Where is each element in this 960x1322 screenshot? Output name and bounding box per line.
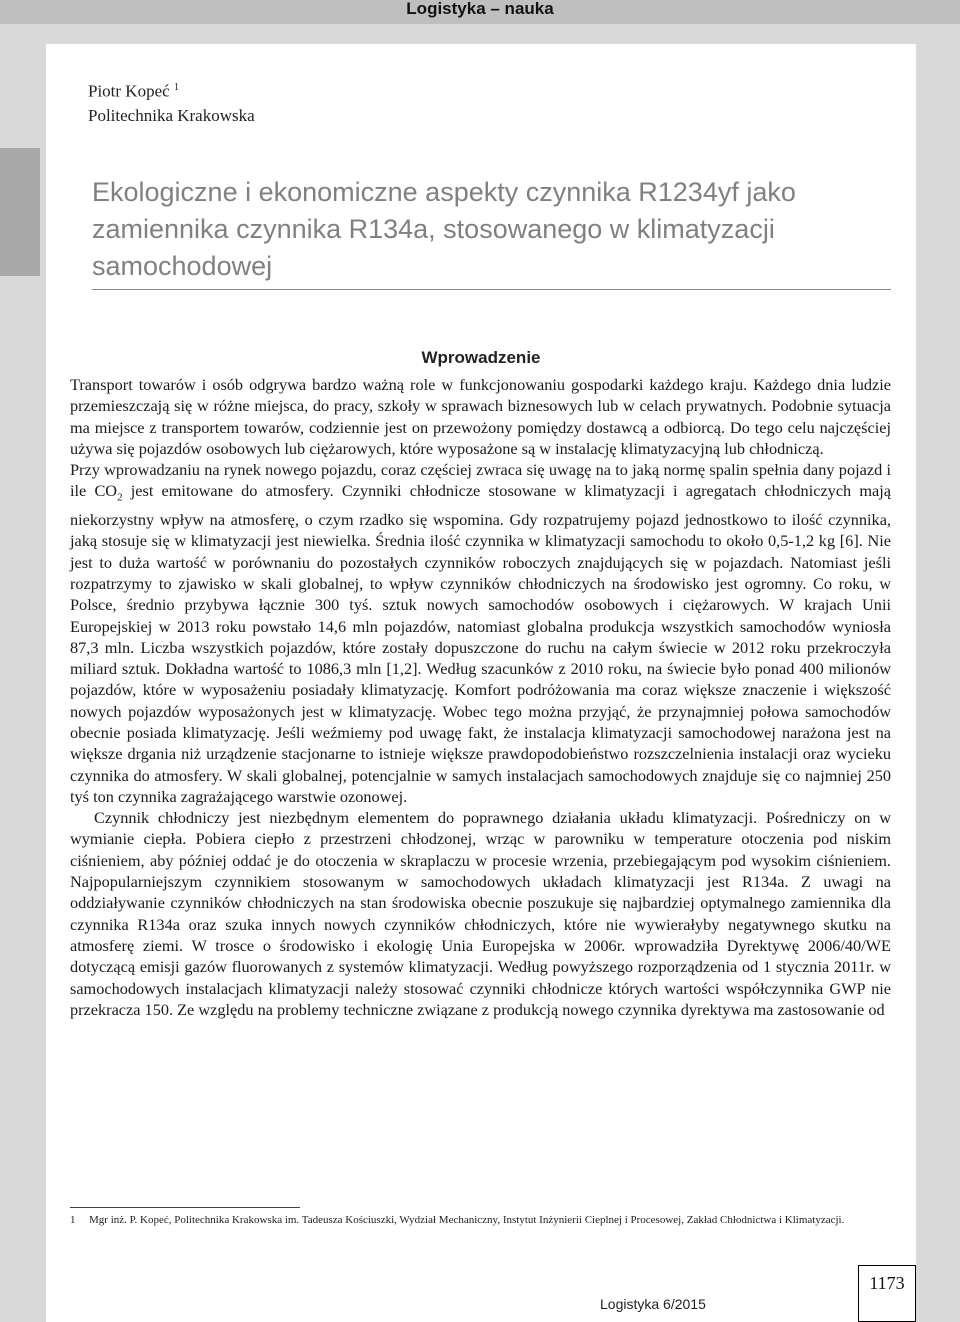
footnote-number: 1: [70, 1214, 76, 1226]
paragraph-2: [70, 459, 891, 807]
co2-subscript: 2: [117, 491, 123, 504]
section-heading: Wprowadzenie: [421, 348, 541, 367]
article-title: Ekologiczne i ekonomiczne aspekty czynnika R1234yf jako zamiennika czynnika R134a, stosowanego w klimatyzacji samochodowej: [92, 177, 796, 281]
footnote: [70, 1212, 900, 1228]
author-name: Piotr Kopeć: [88, 81, 170, 101]
running-header: [0, 0, 960, 24]
paragraph-2-part-2: jest emitowane do atmosfery. Czynniki chłodnicze stosowane w klimatyzacji i agregatach chłodniczych mają niekorzystny wpływ na atmosferę, o czym rzadko się wspomina. Gdy rozpatrujemy pojazd jednostkowo to ilość czynnika, jaką stosuje się w klimatyzacji jest niewielka. Średnia ilość czynnika w klimatyzacji samochodu to około 0,5-1,2 kg [6]. Nie jest to duża wartość w porównaniu do pozostałych czynników roboczych znajdujących się w pojazdach. Natomiast jeśli rozpatrzymy to zjawisko w skali globalnej, to wpływ czynników chłodniczych na środowisko jest ogromny. Co roku, w Polsce, średnio przybywa łącznie 300 tyś. sztuk nowych samochodów osobowych i ciężarowych. W krajach Unii Europejskiej w 2013 roku powstało 14,6 mln pojazdów, natomiast globalna produkcja wszystkich samochodów wyniosła 87,3 mln. Liczba wszystkich pojazdów, które zostały dopuszczone do ruchu na całym świecie w 2012 roku przekroczyła miliard sztuk. Dokładna wartość to 1086,3 mln [1,2]. Według szacunków z 2010 roku, na świecie było ponad 400 milionów pojazdów, które w wyposażeniu posiadały klimatyzację. Komfort podróżowania ma coraz większe znaczenie i większość nowych pojazdów wyposażonych jest w klimatyzację. Wobec tego można przyjąć, że przynajmniej połowa samochodów obecnie posiada klimatyzację. Jeśli weźmiemy pod uwagę fakt, że instalacja klimatyzacji samochodowej narażona jest na większe drgania niż urządzenie stacjonarne to istnieje większe prawdopodobieństwo rozszczelnienia instalacji oraz wycieku czynnika do atmosfery. W skali globalnej, potencjalnie w samych instalacjach samochodowych znajduje się co najmniej 250 tyś ton czynnika zagrażającego warstwie ozonowej.: [70, 481, 891, 806]
article-body: [70, 374, 891, 1020]
paragraph-2-part-1: Przy wprowadzaniu na rynek nowego pojazdu, coraz częściej zwraca się uwagę na to jaką normę spalin spełnia dany pojazd i ile CO: [70, 460, 891, 501]
page-number: 1173: [858, 1265, 916, 1322]
footnote-text: Mgr inż. P. Kopeć, Politechnika Krakowska im. Tadeusza Kościuszki, Wydział Mechaniczny, Instytut Inżynierii Cieplnej i Procesowej, Zakład Chłodnictwa i Klimatyzacji.: [89, 1214, 845, 1226]
journal-issue: Logistyka 6/2015: [600, 1296, 706, 1312]
footnote-divider: [70, 1207, 300, 1208]
paragraph-1: Transport towarów i osób odgrywa bardzo ważną role w funkcjonowaniu gospodarki każdego kraju. Każdego dnia ludzie przemieszczają się w różne miejsca, do pracy, szkoły w sprawach biznesowych lub w celach prywatnych. Podobnie sytuacja ma miejsce z transportem towarów, codziennie jest on przewożony pomiędzy dostawcą a odbiorcą. Do tego celu najczęściej używa się pojazdów osobowych lub ciężarowych, które wyposażone są w instalację klimatyzacyjną lub chłodniczą.: [70, 375, 891, 458]
page-sheet: [46, 44, 916, 1322]
side-tab-decoration: [0, 148, 40, 276]
paragraph-3: Czynnik chłodniczy jest niezbędnym elementem do poprawnego działania układu klimatyzacji. Pośredniczy on w wymianie ciepła. Pobiera ciepło z przestrzeni chłodzonej, wrząc w parowniku w temperature otoczenia pod niskim ciśnieniem, aby później oddać je do otoczenia w skraplaczu w procesie wrzenia, przebiegającym pod wysokim ciśnieniem. Najpopularniejszym czynnikiem stosowanym w samochodowych układach klimatyzacji jest R134a. Z uwagi na oddziaływanie czynników chłodniczych na stan środowiska obecnie poszukuje się najbardziej optymalnego zamiennika dla czynnika R134a oraz szuka innych nowych czynników chłodniczych, które nie wywierałyby negatywnego skutku na atmosferę ziemi. W trosce o środowisko i ekologię Unia Europejska w 2006r. wprowadziła Dyrektywę 2006/40/WE dotyczącą emisji gazów fluorowanych z systemów klimatyzacji. Według powyższego rozporządzenia od 1 stycznia 2011r. w samochodowych instalacjach klimatyzacji należy stosować czynniki chłodnicze których wartości współczynnika GWP nie przekracza 150. Ze względu na problemy techniczne związane z produkcją nowego czynnika dyrektywa ma zastosowanie od: [70, 808, 891, 1019]
author-affiliation: Politechnika Krakowska: [88, 105, 255, 125]
author-footnote-mark: 1: [173, 82, 179, 93]
author-block: [88, 76, 255, 128]
section-label: Logistyka – nauka: [406, 0, 554, 18]
title-divider: [92, 289, 891, 290]
